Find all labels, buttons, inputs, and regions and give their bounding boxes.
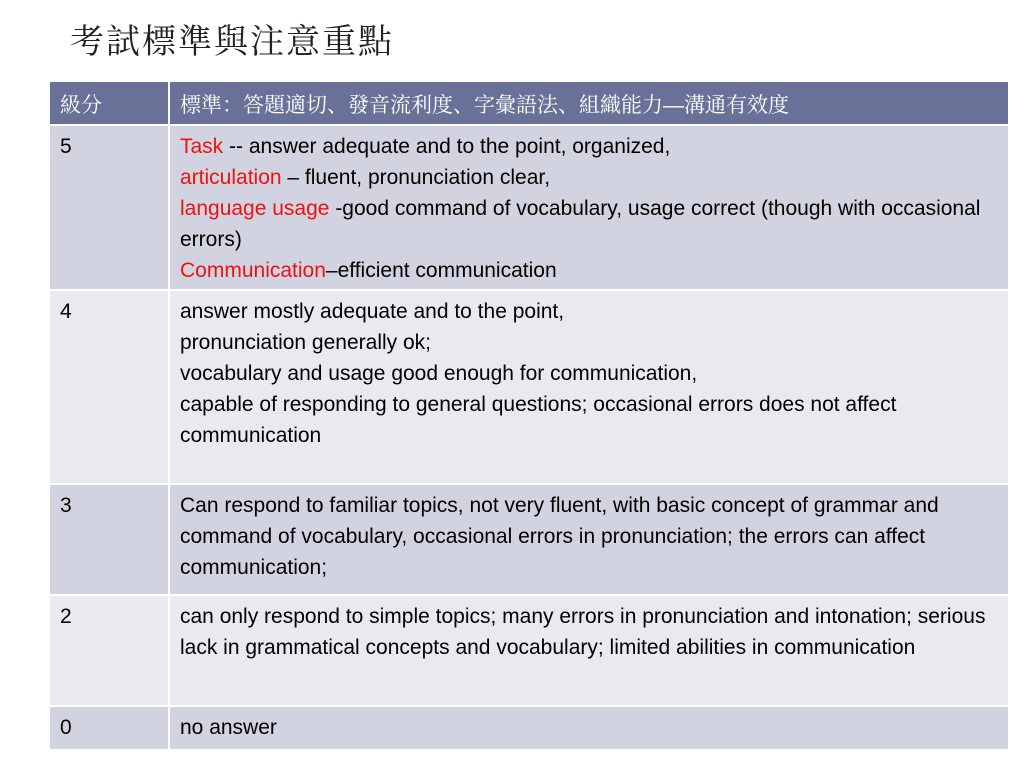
criteria-table [48, 80, 1010, 751]
criteria-line [180, 131, 998, 162]
table-row [49, 484, 1009, 595]
criteria-cell: Can respond to familiar topics, not very fluent, with basic concept of grammar and command of vocabulary, occasional errors in pronunciation; the errors can affect communication; [169, 484, 1009, 595]
criteria-line [180, 193, 998, 255]
criteria-cell: can only respond to simple topics; many errors in pronunciation and intonation; serious lack in grammatical concepts and vocabulary; limited abilities in communication [169, 595, 1009, 706]
criteria-line: capable of responding to general questions; occasional errors does not affect communication [180, 393, 897, 447]
header-criteria: 標準：答題適切、發音流利度、字彙語法、組織能力—溝通有效度 [169, 81, 1009, 125]
table-row [49, 290, 1009, 484]
criteria-cell: no answer [169, 706, 1009, 750]
score-cell: 4 [49, 290, 169, 484]
criteria-text: –efficient communication [325, 259, 557, 282]
criteria-text: -good command of vocabulary, usage correct (though with occasional errors) [180, 197, 981, 251]
score-cell: 2 [49, 595, 169, 706]
keyword-label: articulation [180, 166, 282, 189]
table-header-row [49, 81, 1009, 125]
criteria-cell [169, 290, 1009, 484]
criteria-line: vocabulary and usage good enough for communication, [180, 362, 698, 385]
criteria-line [180, 162, 998, 193]
page-title: 考試標準與注意重點 [70, 22, 394, 62]
table-row [49, 706, 1009, 750]
criteria-text: – fluent, pronunciation clear, [281, 166, 551, 189]
keyword-label: Communication [180, 259, 326, 282]
criteria-line: pronunciation generally ok; [180, 331, 431, 354]
criteria-line: answer mostly adequate and to the point, [180, 300, 565, 323]
keyword-label: language usage [180, 197, 330, 220]
keyword-label: Task [180, 135, 224, 158]
score-cell: 5 [49, 125, 169, 290]
criteria-text: -- answer adequate and to the point, organized, [223, 135, 671, 158]
table-row [49, 125, 1009, 290]
criteria-line [180, 255, 998, 286]
score-cell: 0 [49, 706, 169, 750]
criteria-cell [169, 125, 1009, 290]
table-row [49, 595, 1009, 706]
score-cell: 3 [49, 484, 169, 595]
header-score: 級分 [49, 81, 169, 125]
